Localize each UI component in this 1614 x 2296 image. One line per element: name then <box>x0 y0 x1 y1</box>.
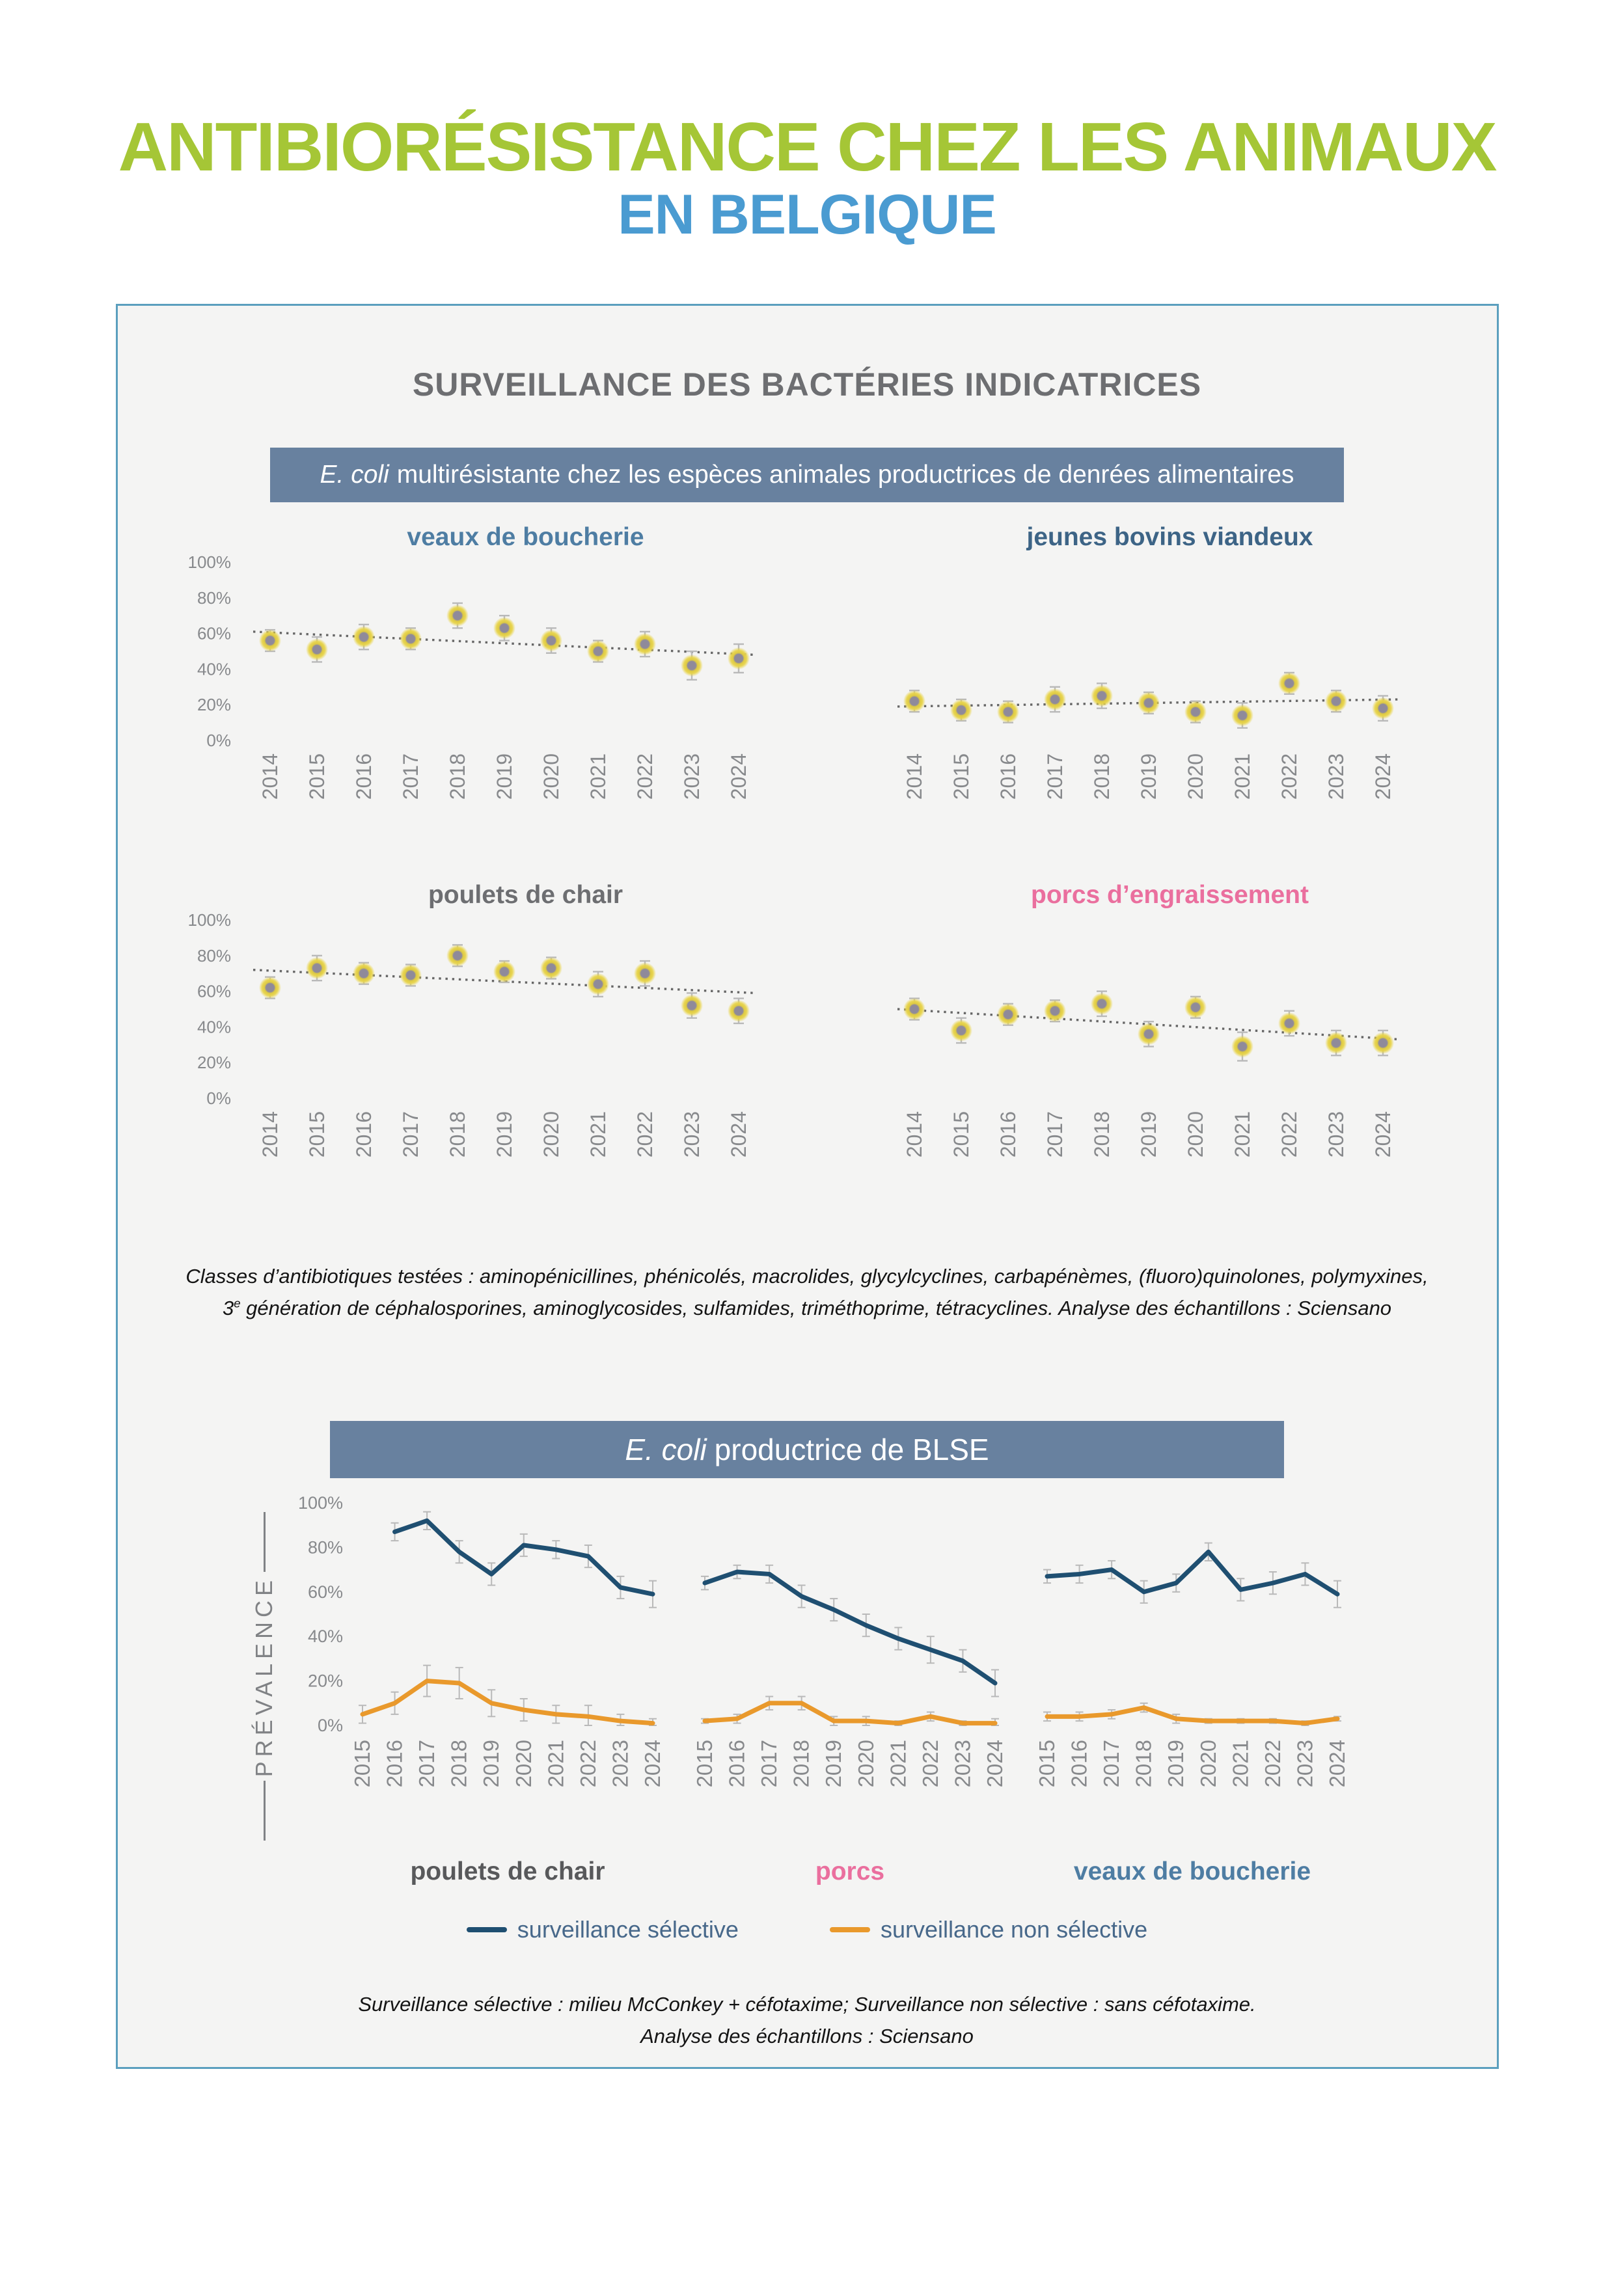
svg-text:2023: 2023 <box>680 753 704 800</box>
svg-text:2015: 2015 <box>350 1740 374 1788</box>
svg-text:20%: 20% <box>197 695 231 715</box>
svg-text:2016: 2016 <box>352 753 376 800</box>
svg-text:2016: 2016 <box>724 1740 749 1788</box>
svg-text:80%: 80% <box>197 945 231 966</box>
classes-note-num: 3 <box>222 1297 234 1320</box>
mdr-chart-svg-2 <box>163 911 787 1207</box>
svg-text:2023: 2023 <box>1324 753 1348 800</box>
svg-text:2019: 2019 <box>479 1740 504 1788</box>
mdr-chart-title-2: poulets de chair <box>428 881 623 910</box>
banner1-text: multirésistante chez les espèces animales productrices de denrées alimentaires <box>396 461 1294 489</box>
svg-text:40%: 40% <box>197 1017 231 1037</box>
legend-item-nonselective <box>830 1916 1147 1943</box>
blse-chart-panel-0 <box>282 1492 679 1886</box>
svg-text:2021: 2021 <box>586 1111 610 1158</box>
blse-charts-block <box>118 1492 1497 1886</box>
mdr-chart-panel-0 <box>163 522 807 852</box>
svg-text:2017: 2017 <box>1099 1740 1124 1788</box>
svg-text:2019: 2019 <box>493 753 516 800</box>
svg-text:2023: 2023 <box>608 1740 633 1788</box>
svg-text:2014: 2014 <box>903 753 926 800</box>
svg-text:2015: 2015 <box>305 1111 329 1158</box>
svg-text:2019: 2019 <box>1137 1111 1160 1158</box>
svg-text:2018: 2018 <box>1090 1111 1114 1158</box>
svg-text:2020: 2020 <box>540 1111 563 1158</box>
classes-note-sup: e <box>234 1296 241 1310</box>
svg-text:2021: 2021 <box>886 1740 910 1788</box>
antibiotic-classes-note <box>118 1261 1497 1325</box>
page-title <box>0 14 1614 244</box>
svg-text:60%: 60% <box>197 981 231 1001</box>
svg-text:2017: 2017 <box>757 1740 782 1788</box>
svg-text:0%: 0% <box>206 1088 231 1109</box>
svg-text:80%: 80% <box>197 588 231 608</box>
prevalence-axis-label <box>251 1512 278 1841</box>
svg-text:2020: 2020 <box>540 753 563 800</box>
svg-text:2014: 2014 <box>258 1111 282 1158</box>
svg-text:40%: 40% <box>307 1627 343 1647</box>
svg-text:2024: 2024 <box>640 1740 664 1788</box>
svg-text:2016: 2016 <box>352 1111 376 1158</box>
mdr-charts-grid <box>163 522 1451 1210</box>
svg-text:2017: 2017 <box>399 753 422 800</box>
mdr-chart-panel-1 <box>807 522 1451 852</box>
blse-legend <box>118 1916 1497 1943</box>
svg-text:2023: 2023 <box>950 1740 975 1788</box>
blse-chart-svg-1 <box>679 1492 1021 1854</box>
svg-text:100%: 100% <box>187 553 231 573</box>
svg-text:2019: 2019 <box>1137 753 1160 800</box>
svg-text:2022: 2022 <box>633 1111 657 1158</box>
footer-note-line1: Surveillance sélective : milieu McConkey + céfotaxime; Surveillance non sélective : sans céfotaxime. <box>358 1993 1256 2016</box>
svg-text:2015: 2015 <box>692 1740 717 1788</box>
svg-text:40%: 40% <box>197 659 231 679</box>
blse-chart-svg-2 <box>1021 1492 1363 1854</box>
svg-text:2024: 2024 <box>1371 1111 1395 1158</box>
svg-text:2020: 2020 <box>1184 1111 1207 1158</box>
svg-text:2018: 2018 <box>1090 753 1114 800</box>
banner-ecoli-blse <box>330 1421 1284 1478</box>
svg-text:2024: 2024 <box>727 753 750 800</box>
svg-text:0%: 0% <box>206 731 231 751</box>
banner-ecoli-multiresistant <box>270 448 1344 502</box>
page-title-line2: EN BELGIQUE <box>618 183 996 246</box>
svg-text:2023: 2023 <box>680 1111 704 1158</box>
blse-panels <box>282 1492 1363 1886</box>
svg-text:2016: 2016 <box>996 1111 1020 1158</box>
svg-text:100%: 100% <box>187 911 231 930</box>
svg-text:0%: 0% <box>317 1716 343 1736</box>
svg-text:2018: 2018 <box>446 753 469 800</box>
svg-text:2021: 2021 <box>1228 1740 1253 1788</box>
blse-chart-panel-1 <box>679 1492 1021 1886</box>
svg-text:2022: 2022 <box>633 753 657 800</box>
mdr-chart-svg-3 <box>807 911 1432 1207</box>
selective-line-swatch <box>467 1927 507 1932</box>
svg-text:2021: 2021 <box>586 753 610 800</box>
svg-text:2014: 2014 <box>903 1111 926 1158</box>
svg-text:2019: 2019 <box>1164 1740 1188 1788</box>
svg-text:2022: 2022 <box>1260 1740 1285 1788</box>
svg-text:2016: 2016 <box>1067 1740 1091 1788</box>
blse-panel-caption-1: porcs <box>815 1857 885 1886</box>
banner2-text: productrice de BLSE <box>714 1433 989 1467</box>
svg-text:2022: 2022 <box>575 1740 600 1788</box>
blse-chart-svg-0 <box>282 1492 679 1854</box>
svg-text:20%: 20% <box>197 1053 231 1073</box>
svg-text:2019: 2019 <box>493 1111 516 1158</box>
svg-text:2018: 2018 <box>1131 1740 1156 1788</box>
svg-text:60%: 60% <box>307 1582 343 1602</box>
svg-text:2015: 2015 <box>1035 1740 1059 1788</box>
svg-text:2021: 2021 <box>543 1740 568 1788</box>
axis-dash-top <box>264 1512 266 1572</box>
page-title-line1: ANTIBIORÉSISTANCE CHEZ LES ANIMAUX <box>118 109 1496 186</box>
svg-text:2016: 2016 <box>996 753 1020 800</box>
svg-text:2015: 2015 <box>950 1111 973 1158</box>
mdr-chart-svg-0 <box>163 553 787 849</box>
legend-label-selective: surveillance sélective <box>517 1916 739 1943</box>
svg-text:2015: 2015 <box>305 753 329 800</box>
classes-note-line1: Classes d’antibiotiques testées : aminopénicillines, phénicolés, macrolides, glycylcyclines, carbapénèmes, (fluoro)quinolones, polymyxines, <box>185 1265 1429 1288</box>
svg-text:2016: 2016 <box>382 1740 407 1788</box>
svg-text:2018: 2018 <box>789 1740 814 1788</box>
mdr-chart-panel-2 <box>163 880 807 1210</box>
svg-text:2023: 2023 <box>1324 1111 1348 1158</box>
section-header: SURVEILLANCE DES BACTÉRIES INDICATRICES <box>412 366 1202 403</box>
svg-text:2020: 2020 <box>511 1740 536 1788</box>
svg-text:2022: 2022 <box>1278 1111 1301 1158</box>
svg-text:2015: 2015 <box>950 753 973 800</box>
blse-chart-panel-2 <box>1021 1492 1363 1886</box>
svg-text:2021: 2021 <box>1231 753 1254 800</box>
banner1-italic: E. coli <box>320 461 389 489</box>
svg-text:2024: 2024 <box>1325 1740 1349 1788</box>
mdr-chart-title-1: jeunes bovins viandeux <box>1026 523 1313 552</box>
surveillance-method-note <box>118 1989 1497 2053</box>
blse-panel-caption-0: poulets de chair <box>410 1857 605 1886</box>
svg-text:2020: 2020 <box>853 1740 878 1788</box>
mdr-chart-title-3: porcs d’engraissement <box>1031 881 1309 910</box>
svg-text:2024: 2024 <box>1371 753 1395 800</box>
prevalence-text: PRÉVALENCE <box>251 1576 277 1777</box>
svg-text:2017: 2017 <box>1043 1111 1067 1158</box>
svg-text:2020: 2020 <box>1184 753 1207 800</box>
mdr-chart-svg-1 <box>807 553 1432 849</box>
svg-text:2024: 2024 <box>727 1111 750 1158</box>
svg-text:100%: 100% <box>297 1493 343 1513</box>
classes-note-line2: génération de céphalosporines, aminoglycosides, sulfamides, triméthoprime, tétracyclines. Analyse des échantillons : Sciensano <box>240 1297 1392 1320</box>
footer-note-line2: Analyse des échantillons : Sciensano <box>640 2025 974 2048</box>
mdr-chart-title-0: veaux de boucherie <box>407 523 644 552</box>
content-box <box>116 304 1499 2069</box>
svg-text:2018: 2018 <box>446 1740 471 1788</box>
svg-text:2014: 2014 <box>258 753 282 800</box>
svg-text:20%: 20% <box>307 1671 343 1691</box>
svg-text:2020: 2020 <box>1196 1740 1220 1788</box>
nonselective-line-swatch <box>830 1927 870 1932</box>
banner2-italic: E. coli <box>625 1433 707 1467</box>
svg-text:2022: 2022 <box>918 1740 942 1788</box>
legend-label-nonselective: surveillance non sélective <box>880 1916 1148 1943</box>
svg-text:2022: 2022 <box>1278 753 1301 800</box>
svg-text:2018: 2018 <box>446 1111 469 1158</box>
legend-item-selective <box>467 1916 739 1943</box>
svg-text:2017: 2017 <box>415 1740 439 1788</box>
svg-text:2023: 2023 <box>1293 1740 1317 1788</box>
svg-text:2021: 2021 <box>1231 1111 1254 1158</box>
svg-text:2017: 2017 <box>399 1111 422 1158</box>
svg-text:80%: 80% <box>307 1537 343 1558</box>
mdr-chart-panel-3 <box>807 880 1451 1210</box>
blse-panel-caption-2: veaux de boucherie <box>1073 1857 1311 1886</box>
axis-dash-bottom <box>264 1781 266 1841</box>
svg-text:2019: 2019 <box>821 1740 846 1788</box>
svg-text:2017: 2017 <box>1043 753 1067 800</box>
svg-text:60%: 60% <box>197 623 231 643</box>
svg-text:2024: 2024 <box>983 1740 1007 1788</box>
